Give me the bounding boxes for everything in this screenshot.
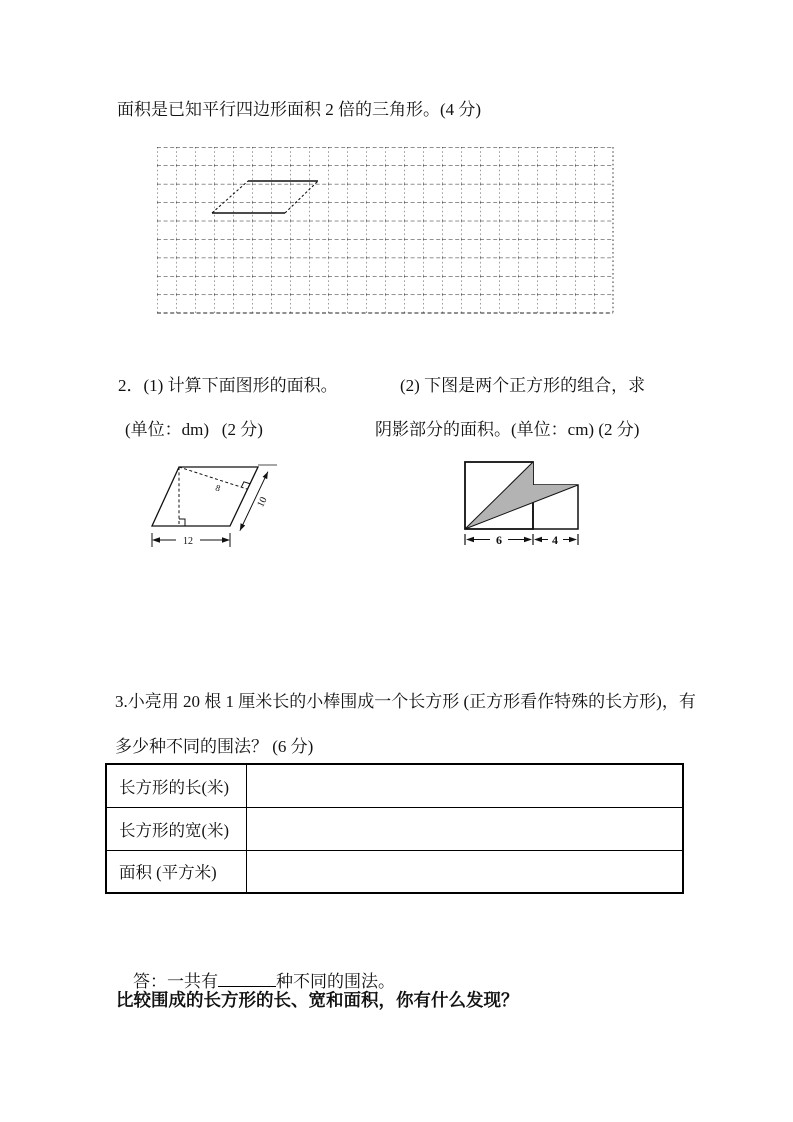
side-dimension-label: 10 — [255, 495, 270, 510]
base-dimension-label: 12 — [183, 536, 193, 547]
answer-prefix: 答：一共有 — [133, 972, 218, 991]
arrowhead-left-icon — [152, 537, 160, 542]
followup-question: 比较围成的长方形的长、宽和面积，你有什么发现？ — [116, 990, 519, 1010]
arrowhead-right-icon — [222, 537, 230, 542]
row-label-area: 面积 (平方米) — [106, 850, 247, 893]
q2-part2-line2: 阴影部分的面积。(单位：cm) (2 分) — [375, 420, 640, 439]
height-to-side-label: 8 — [214, 482, 222, 494]
arrowhead-right-icon — [569, 537, 577, 542]
q2-part1-line1: 2．(1) 计算下面图形的面积。 — [118, 376, 338, 395]
row-label-length: 长方形的长(米) — [106, 764, 247, 807]
dashed-grid — [157, 147, 613, 313]
answer-suffix: 种不同的围法。 — [276, 972, 395, 991]
answer-cell-width[interactable] — [247, 807, 684, 850]
table-row — [106, 850, 683, 893]
right-angle-mark-base — [179, 519, 185, 526]
arrowhead-up-icon — [263, 472, 268, 479]
answer-cell-area[interactable] — [247, 850, 684, 893]
arrowhead-left-icon — [534, 537, 542, 542]
height-line-to-side — [179, 467, 247, 489]
answer-cell-length[interactable] — [247, 764, 684, 807]
big-square-side-label: 6 — [496, 533, 502, 547]
table-row — [106, 807, 683, 850]
parallelogram-figure — [140, 452, 320, 552]
row-label-width: 长方形的宽(米) — [106, 807, 247, 850]
q3-line2: 多少种不同的围法？ (6 分) — [115, 737, 314, 756]
q2-part2-line1: (2) 下图是两个正方形的组合，求 — [400, 376, 646, 395]
arrowhead-right-icon — [524, 537, 532, 542]
answer-table — [105, 763, 684, 894]
arrowhead-down-icon — [240, 523, 245, 530]
arrowhead-left-icon — [466, 537, 474, 542]
q1-text: 面积是已知平行四边形面积 2 倍的三角形。(4 分) — [117, 100, 482, 119]
drawing-grid-figure — [157, 147, 613, 314]
answer-blank[interactable] — [218, 972, 276, 987]
two-squares-figure — [453, 455, 588, 550]
q2-part1-line2: (单位：dm) (2 分) — [125, 420, 263, 439]
table-row — [106, 764, 683, 807]
q3-line1: 3.小亮用 20 根 1 厘米长的小棒围成一个长方形 (正方形看作特殊的长方形)，有 — [115, 692, 696, 711]
small-square-side-label: 4 — [552, 533, 558, 547]
